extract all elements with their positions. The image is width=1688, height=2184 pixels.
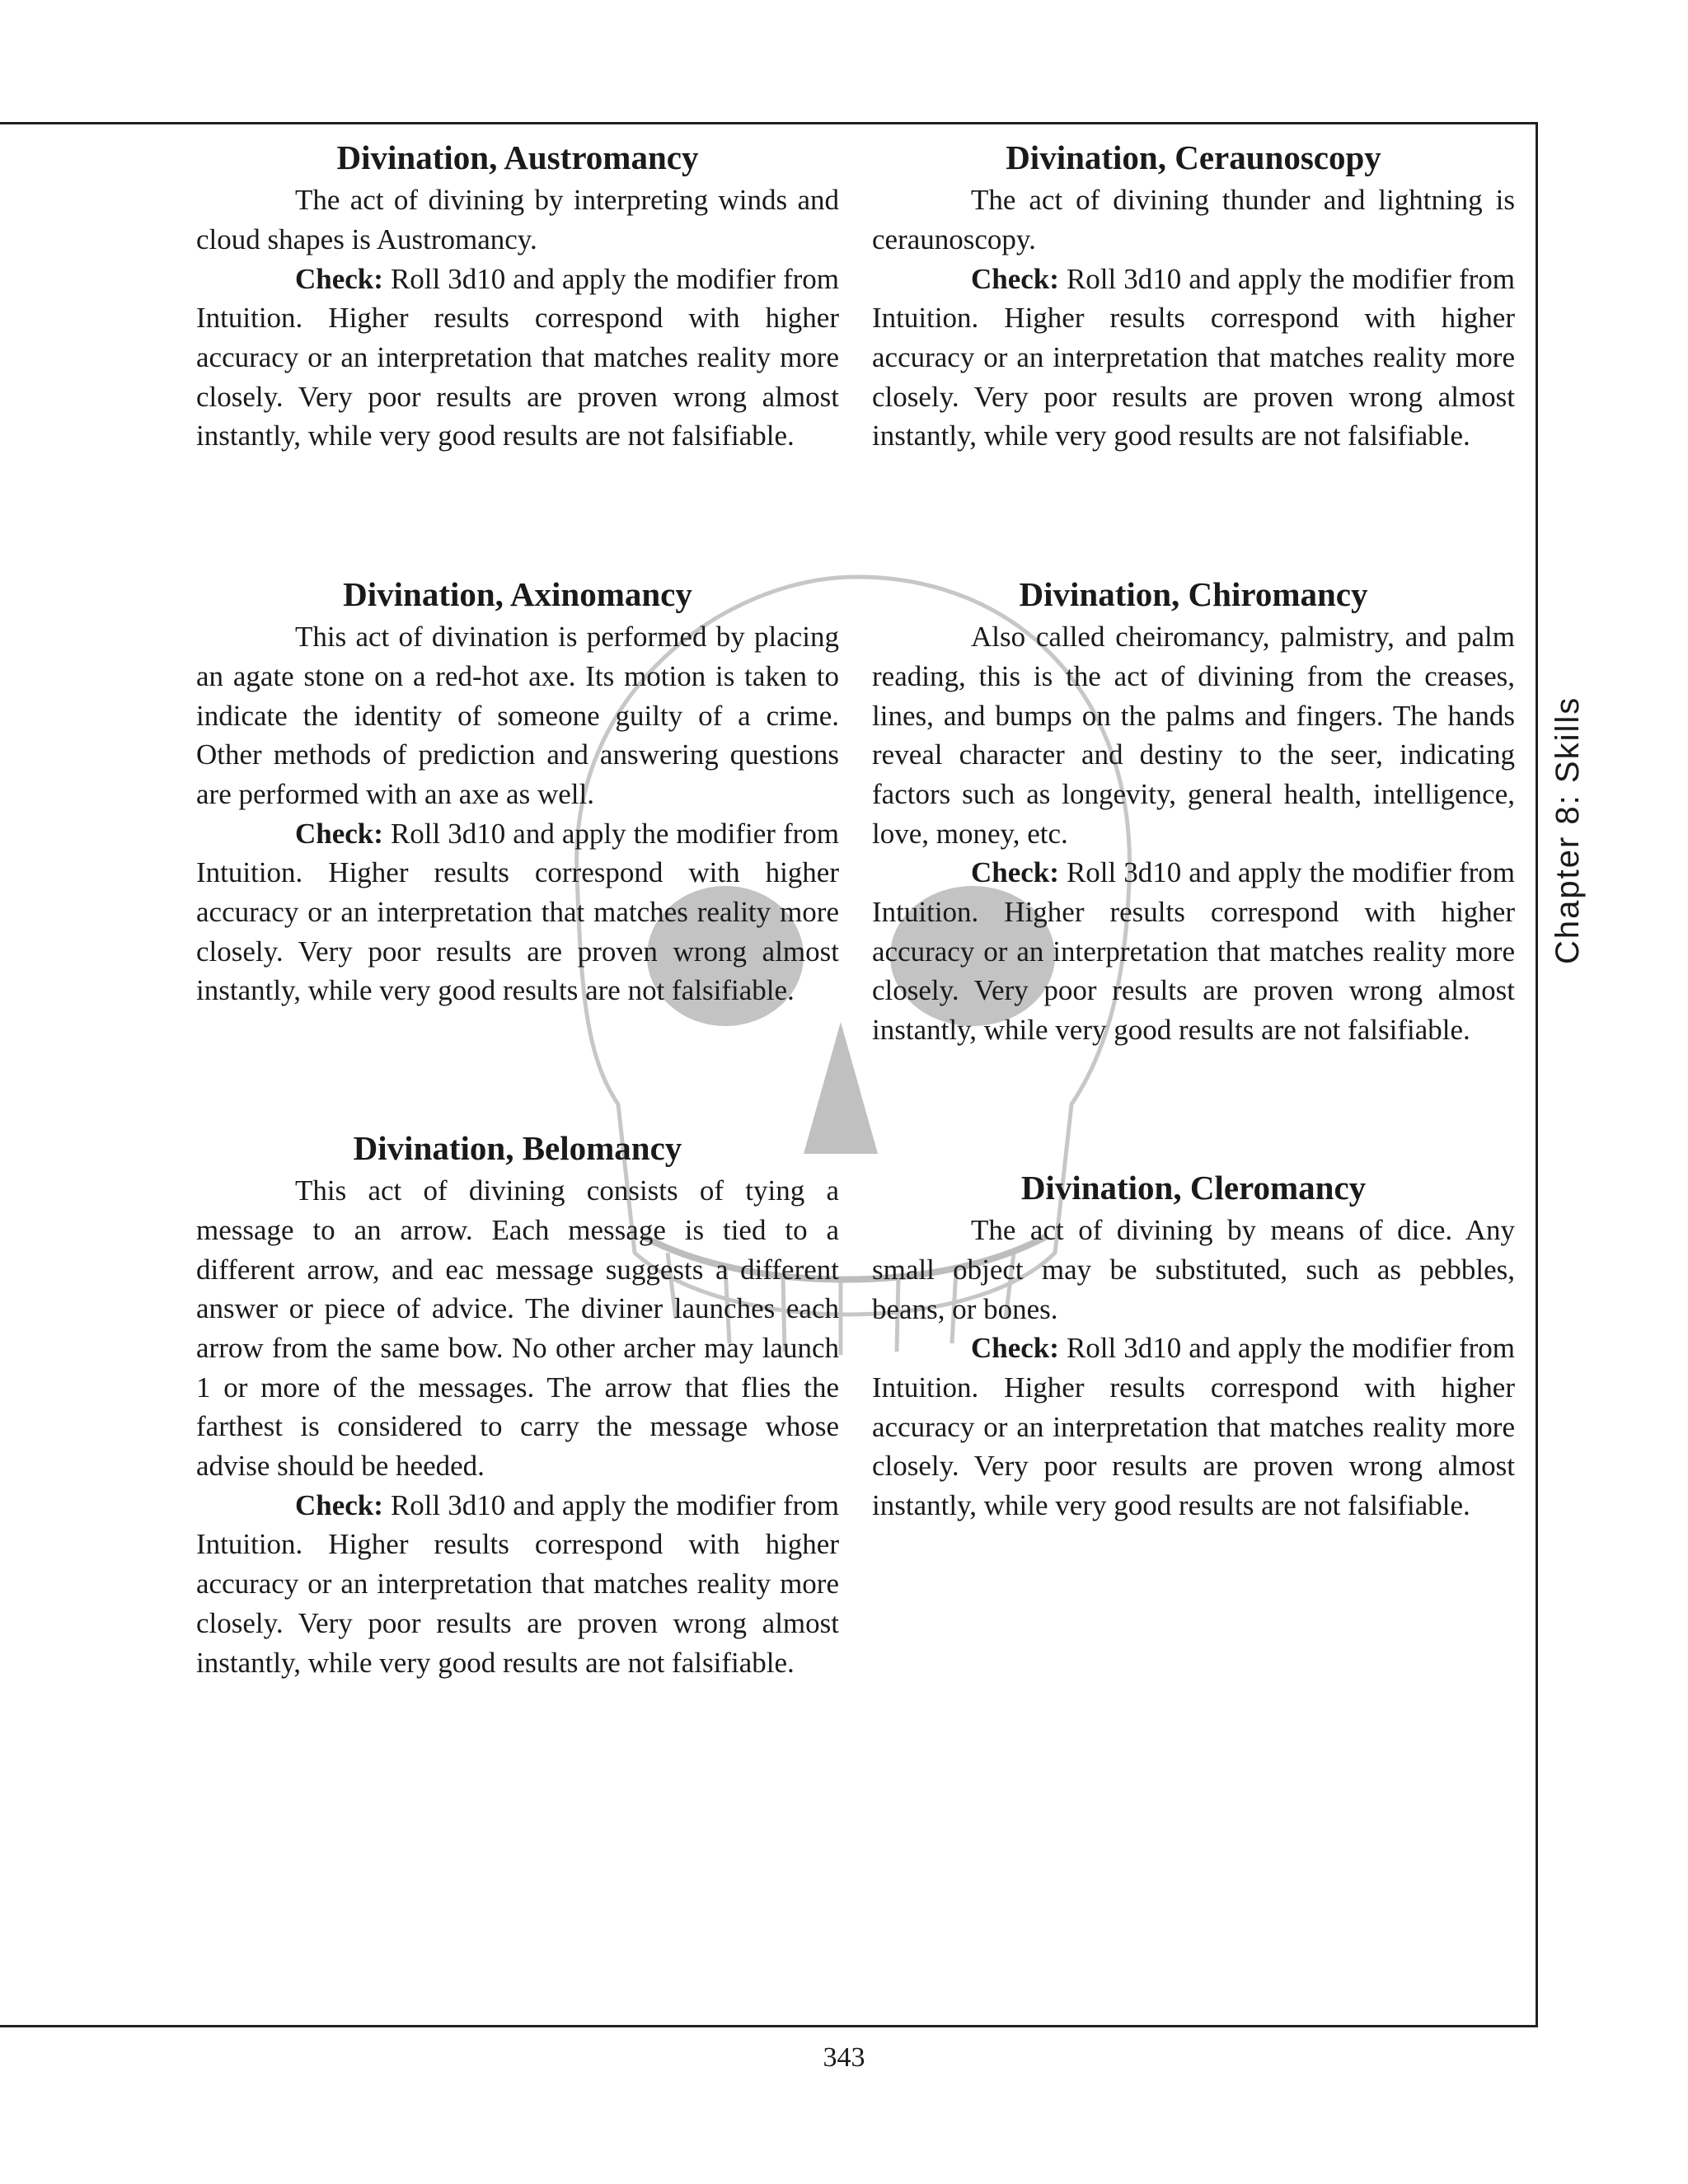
check-label: Check:: [971, 856, 1059, 889]
section-check: [196, 1486, 839, 1683]
check-label: Check:: [971, 262, 1059, 295]
section-check: [196, 814, 839, 1011]
section-check: [196, 260, 839, 457]
section-title: Divination, Austromancy: [336, 138, 699, 176]
check-text: Roll 3d10 and apply the modifier from Intuition. Higher results correspond with higher accuracy or an interpretation that matches reality more closely. Very poor results are proven wrong almost instantly, while very good results are not falsifiable.: [196, 262, 839, 452]
section-chiromancy: [872, 575, 1515, 1169]
section-ceraunoscopy: [872, 138, 1515, 575]
section-check: [872, 853, 1515, 1050]
check-text: Roll 3d10 and apply the modifier from Intuition. Higher results correspond with higher accuracy or an interpretation that matches reality more closely. Very poor results are proven wrong almost instantly, while very good results are not falsifiable.: [196, 817, 839, 1007]
check-label: Check:: [295, 817, 383, 850]
check-label: Check:: [295, 1488, 383, 1521]
section-title: Divination, Chiromancy: [1019, 575, 1368, 613]
left-column: [196, 138, 839, 1682]
check-text: Roll 3d10 and apply the modifier from Intuition. Higher results correspond with higher accuracy or an interpretation that matches reality more closely. Very poor results are proven wrong almost instantly, while very good results are not falsifiable.: [196, 1488, 839, 1679]
check-text: Roll 3d10 and apply the modifier from Intuition. Higher results correspond with higher accuracy or an interpretation that matches reality more closely. Very poor results are proven wrong almost instantly, while very good results are not falsifiable.: [872, 856, 1515, 1047]
section-body: Also called cheiromancy, palmistry, and palm reading, this is the act of divining from the creases, lines, and bumps on the palms and fingers. The hands reveal character and destiny to the seer, indicating factors such as longevity, general health, intelligence, love, money, etc.: [872, 621, 1515, 850]
section-belomancy: [196, 1129, 839, 1682]
section-axinomancy: [196, 575, 839, 1129]
section-check: [872, 1329, 1515, 1526]
section-title: Divination, Cleromancy: [1020, 1169, 1367, 1207]
section-check: [872, 260, 1515, 457]
chapter-side-tab: Chapter 8: Skills: [1550, 696, 1586, 964]
section-title: Divination, Belomancy: [353, 1129, 682, 1167]
section-title: Divination, Axinomancy: [343, 575, 692, 613]
section-body: This act of divining consists of tying a message to an arrow. Each message is tied to a different arrow, and eac message suggests a different answer or piece of advice. The diviner launches each arrow from the same bow. No other archer may launch 1 or more of the messages. The arrow that flies the farthest is considered to carry the message whose advise should be heeded.: [196, 1174, 839, 1483]
check-text: Roll 3d10 and apply the modifier from Intuition. Higher results correspond with higher accuracy or an interpretation that matches reality more closely. Very poor results are proven wrong almost instantly, while very good results are not falsifiable.: [872, 262, 1515, 452]
right-column: [872, 138, 1515, 1526]
section-austromancy: [196, 138, 839, 575]
section-cleromancy: [872, 1169, 1515, 1526]
check-label: Check:: [295, 262, 383, 295]
page-number: 343: [823, 2042, 865, 2073]
section-title: Divination, Ceraunoscopy: [1006, 138, 1381, 176]
section-body: The act of divining thunder and lightning is ceraunoscopy.: [872, 184, 1515, 255]
section-body: The act of divining by interpreting winds and cloud shapes is Austromancy.: [196, 184, 839, 255]
check-text: Roll 3d10 and apply the modifier from Intuition. Higher results correspond with higher accuracy or an interpretation that matches reality more closely. Very poor results are proven wrong almost instantly, while very good results are not falsifiable.: [872, 1332, 1515, 1522]
check-label: Check:: [971, 1332, 1059, 1365]
section-body: The act of divining by means of dice. Any small object may be substituted, such as pebbles, beans, or bones.: [872, 1214, 1515, 1325]
section-body: This act of divination is performed by placing an agate stone on a red-hot axe. Its motion is taken to indicate the identity of someone guilty of a crime. Other methods of prediction and answering questions are performed with an axe as well.: [196, 621, 839, 810]
